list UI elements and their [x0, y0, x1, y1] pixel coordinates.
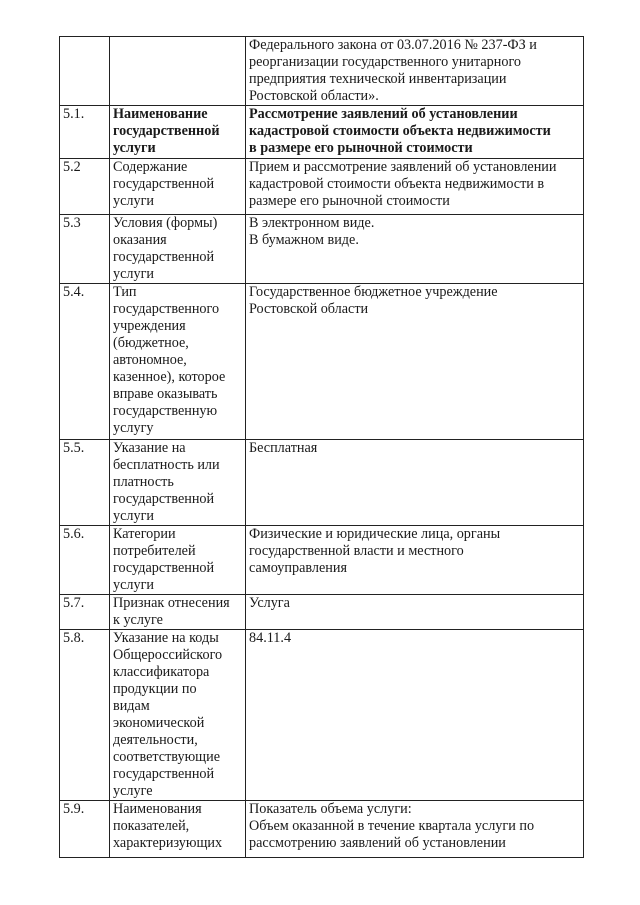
parameter-value-line: В бумажном виде. [249, 232, 359, 248]
parameter-name [110, 440, 246, 526]
parameter-name-line: характеризующих [113, 835, 223, 851]
parameter-name-line: услуге [113, 783, 153, 799]
table-row [60, 284, 584, 440]
parameter-name [110, 630, 246, 801]
parameter-value-line: кадастровой стоимости объекта недвижимости в [249, 176, 545, 192]
parameter-name-line: Указание на коды [113, 630, 219, 646]
service-table-body [60, 37, 584, 858]
parameter-name-line: Тип [113, 284, 137, 300]
parameter-value [246, 284, 584, 440]
parameter-name-line: потребителей [113, 543, 196, 559]
row-number: 5.8. [60, 630, 110, 801]
parameter-value-line: Рассмотрение заявлений об установлении [249, 106, 518, 122]
row-number: 5.1. [60, 106, 110, 159]
parameter-name-line: государственной [113, 176, 215, 192]
parameter-value-line: Ростовской области». [249, 88, 379, 104]
parameter-value-line: в размере его рыночной стоимости [249, 140, 473, 156]
parameter-value [246, 630, 584, 801]
parameter-value [246, 215, 584, 284]
row-number: 5.7. [60, 595, 110, 630]
parameter-value [246, 37, 584, 106]
parameter-value-line: рассмотрению заявлений об установлении [249, 835, 506, 851]
parameter-value [246, 159, 584, 215]
parameter-value [246, 526, 584, 595]
parameter-name-line: государственной [113, 249, 215, 265]
parameter-name-line: Указание на [113, 440, 186, 456]
parameter-name-line: казенное), которое [113, 369, 226, 385]
parameter-name-line: показателей, [113, 818, 190, 834]
parameter-name-line: услуги [113, 508, 154, 524]
parameter-name-line: соответствующие [113, 749, 221, 765]
parameter-name-line: Общероссийского [113, 647, 223, 663]
parameter-value-line: кадастровой стоимости объекта недвижимости [249, 123, 551, 139]
parameter-value-line: 84.11.4 [249, 630, 292, 646]
parameter-name-line: Содержание [113, 159, 188, 175]
service-table [59, 36, 584, 858]
parameter-name-line: услуги [113, 193, 154, 209]
parameter-name-line: государственной [113, 766, 215, 782]
row-number: 5.5. [60, 440, 110, 526]
parameter-name-line: вправе оказывать [113, 386, 218, 402]
row-number: 5.2 [60, 159, 110, 215]
parameter-value-line: Показатель объема услуги: [249, 801, 412, 817]
table-row [60, 106, 584, 159]
parameter-name-line: продукции по [113, 681, 197, 697]
parameter-name-line: учреждения [113, 318, 186, 334]
row-number [60, 37, 110, 106]
row-number: 5.6. [60, 526, 110, 595]
table-row [60, 215, 584, 284]
parameter-name-line: Признак отнесения [113, 595, 230, 611]
parameter-name-line: государственного [113, 301, 220, 317]
parameter-name-line: государственной [113, 491, 215, 507]
row-number: 5.4. [60, 284, 110, 440]
parameter-name-line: к услуге [113, 612, 163, 628]
row-number: 5.9. [60, 801, 110, 858]
parameter-name-line: видам [113, 698, 150, 714]
parameter-name-line: бесплатность или [113, 457, 220, 473]
parameter-value-line: Ростовской области [249, 301, 369, 317]
parameter-value [246, 440, 584, 526]
parameter-value-line: Физические и юридические лица, органы [249, 526, 501, 542]
parameter-value-line: Государственное бюджетное учреждение [249, 284, 498, 300]
parameter-name-line: экономической [113, 715, 205, 731]
parameter-name-line: услугу [113, 420, 154, 436]
parameter-name-line: услуги [113, 266, 154, 282]
parameter-name [110, 37, 246, 106]
parameter-name-line: (бюджетное, [113, 335, 189, 351]
table-row [60, 595, 584, 630]
table-row [60, 440, 584, 526]
parameter-name [110, 284, 246, 440]
parameter-name-line: Наименования [113, 801, 202, 817]
parameter-value-line: Услуга [249, 595, 290, 611]
parameter-value-line: Федерального закона от 03.07.2016 № 237-ФЗ и [249, 37, 537, 53]
parameter-name-line: автономное, [113, 352, 187, 368]
parameter-value-line: размере его рыночной стоимости [249, 193, 450, 209]
parameter-name [110, 159, 246, 215]
parameter-value [246, 595, 584, 630]
table-row [60, 801, 584, 858]
parameter-value [246, 106, 584, 159]
parameter-value [246, 801, 584, 858]
table-row [60, 526, 584, 595]
parameter-name-line: государственной [113, 560, 215, 576]
parameter-name-line: Условия (формы) [113, 215, 218, 231]
parameter-value-line: Бесплатная [249, 440, 318, 456]
parameter-name [110, 595, 246, 630]
parameter-value-line: предприятия технической инвентаризации [249, 71, 507, 87]
parameter-name-line: Категории [113, 526, 176, 542]
parameter-name-line: услуги [113, 140, 156, 156]
parameter-value-line: Прием и рассмотрение заявлений об установлении [249, 159, 557, 175]
parameter-name [110, 801, 246, 858]
parameter-name [110, 106, 246, 159]
parameter-value-line: самоуправления [249, 560, 347, 576]
parameter-name [110, 215, 246, 284]
parameter-name-line: оказания [113, 232, 167, 248]
parameter-name [110, 526, 246, 595]
parameter-value-line: В электронном виде. [249, 215, 375, 231]
parameter-name-line: услуги [113, 577, 154, 593]
parameter-name-line: классификатора [113, 664, 210, 680]
row-number: 5.3 [60, 215, 110, 284]
parameter-name-line: деятельности, [113, 732, 198, 748]
parameter-name-line: государственную [113, 403, 218, 419]
parameter-name-line: Наименование [113, 106, 208, 122]
table-row [60, 159, 584, 215]
parameter-value-line: реорганизации государственного унитарного [249, 54, 522, 70]
parameter-value-line: Объем оказанной в течение квартала услуги по [249, 818, 535, 834]
parameter-value-line: государственной власти и местного [249, 543, 464, 559]
table-row [60, 630, 584, 801]
table-row [60, 37, 584, 106]
parameter-name-line: платность [113, 474, 174, 490]
parameter-name-line: государственной [113, 123, 220, 139]
